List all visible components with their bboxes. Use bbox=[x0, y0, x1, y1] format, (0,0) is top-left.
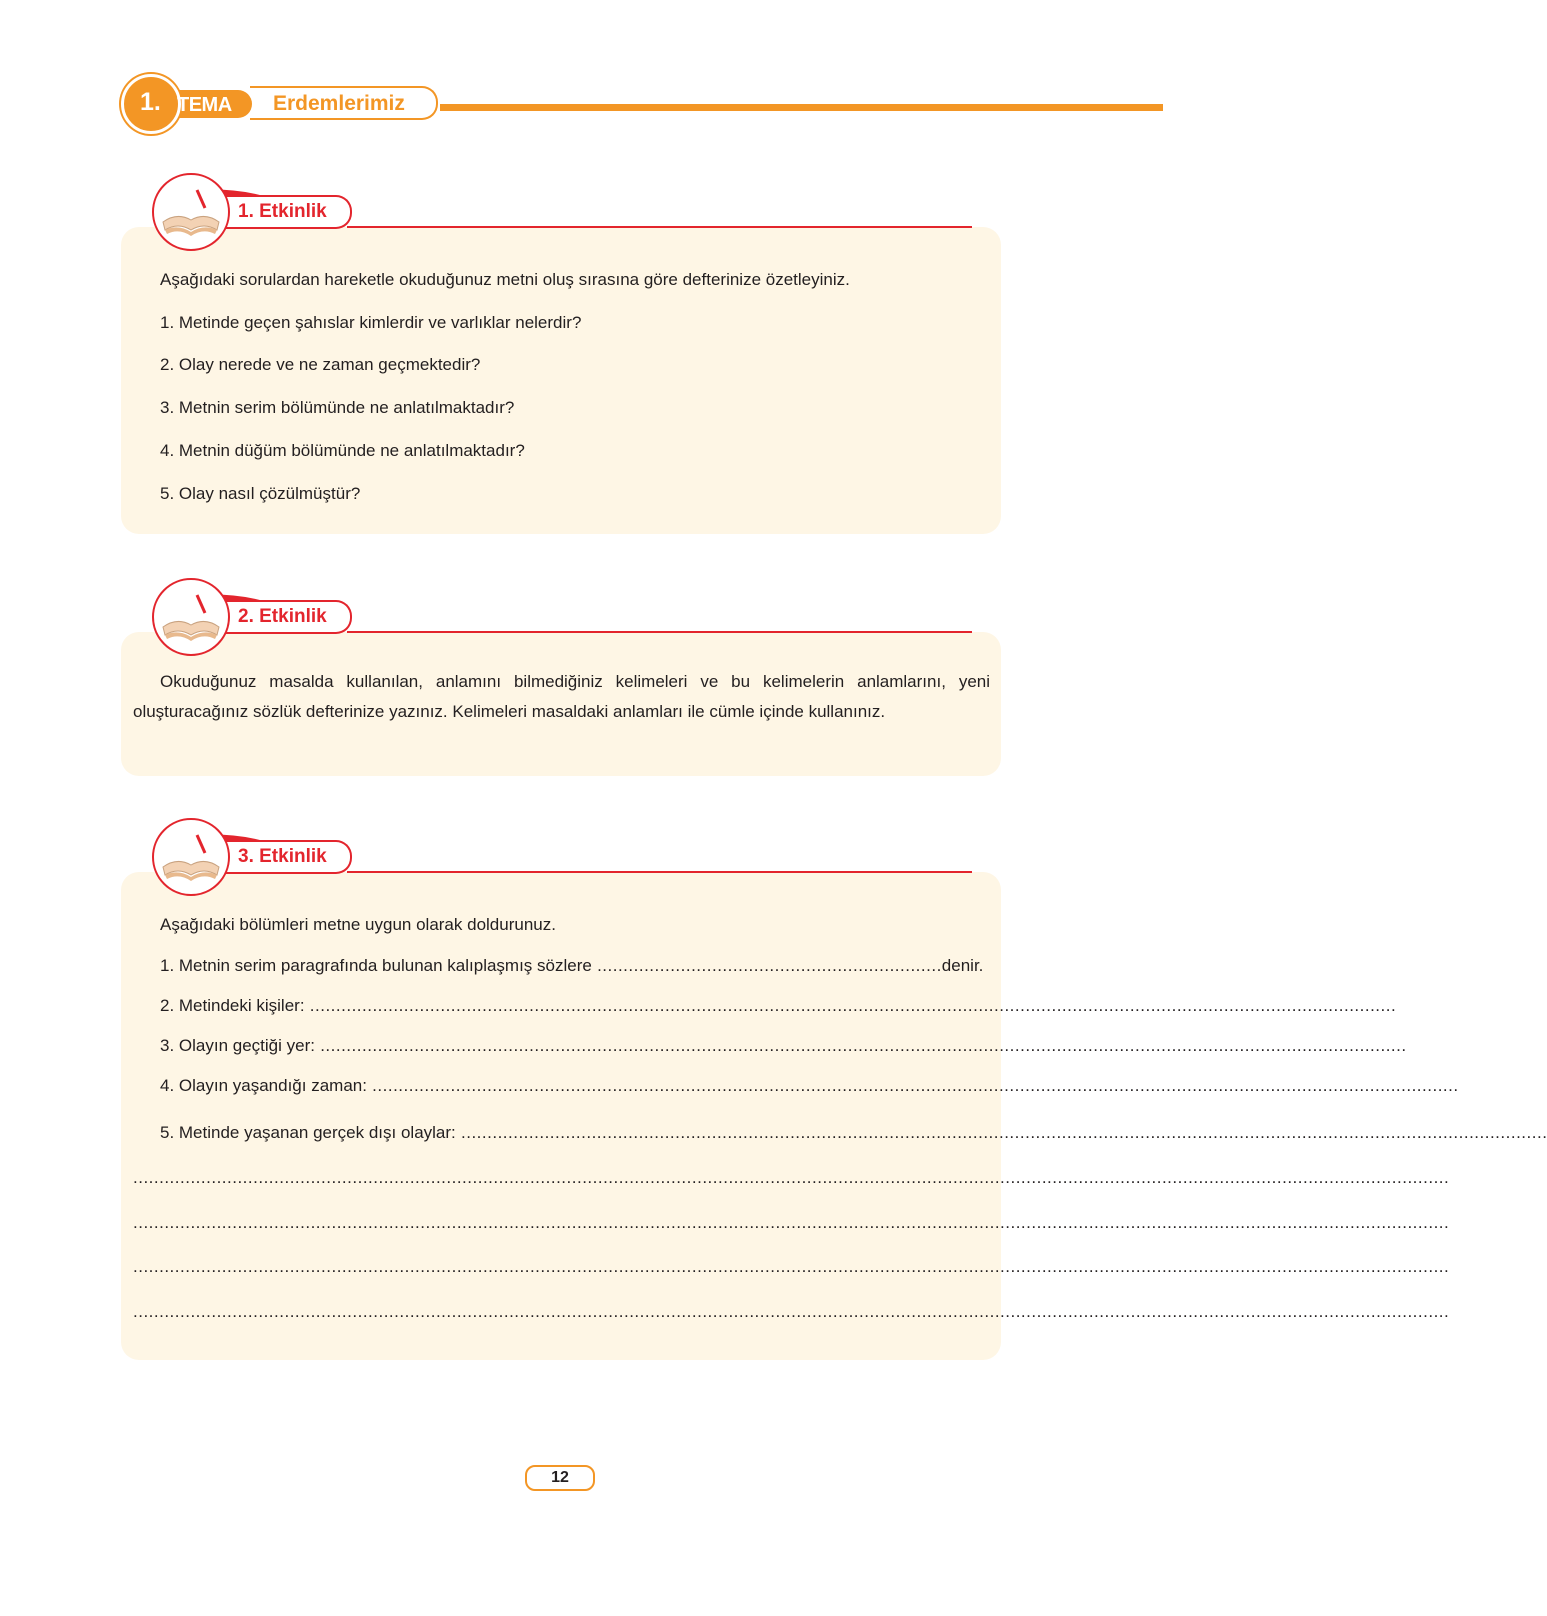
activity-1-question-4: 4. Metnin düğüm bölümünde ne anlatılmaktadır? bbox=[160, 441, 525, 460]
activity-3-box bbox=[121, 872, 1450, 1360]
activity-1-intro: Aşağıdaki sorulardan hareketle okuduğunuz metni oluş sırasına göre defterinize özetleyiniz. bbox=[160, 270, 850, 289]
blank-line[interactable]: ................................................................................................................................................................................................................ bbox=[304, 996, 1397, 1015]
blank-line[interactable]: ................................................................................................................................................................................................................ bbox=[314, 1036, 1407, 1055]
activity-2-label: 2. Etkinlik bbox=[238, 606, 327, 627]
activity-3-intro: Aşağıdaki bölümleri metne uygun olarak doldurunuz. bbox=[160, 915, 556, 934]
open-book-icon bbox=[151, 817, 231, 897]
activity-3-item-4-label: 4. Olayın yaşandığı zaman: bbox=[160, 1076, 367, 1095]
theme-header-line bbox=[440, 104, 1163, 111]
activity-3-item-1-suffix: denir. bbox=[941, 956, 984, 975]
activity-3-item-2 bbox=[160, 996, 1397, 1016]
blank-line[interactable]: ............................................................................................................................................................................................................................................................ bbox=[133, 1257, 1450, 1276]
activity-1-question-1: 1. Metinde geçen şahıslar kimlerdir ve varlıklar nelerdir? bbox=[160, 313, 582, 332]
blank-line[interactable]: ................................................................................................................................................................................................................ bbox=[455, 1123, 1547, 1142]
activity-3-label: 3. Etkinlik bbox=[238, 846, 327, 867]
activity-2-text: Okuduğunuz masalda kullanılan, anlamını bilmediğiniz kelimeleri ve bu kelimelerin anlamlarını, yeni oluşturacağınız sözlük defterinize yazınız. Kelimeleri masaldaki anlamları ile cümle içinde kullanınız. bbox=[133, 672, 990, 721]
activity-3-item-4 bbox=[160, 1076, 1459, 1096]
blank-line[interactable]: ................................................................................................................................................................................................................ bbox=[366, 1076, 1459, 1095]
page-number: 12 bbox=[525, 1465, 595, 1491]
activity-3-item-3-label: 3. Olayın geçtiği yer: bbox=[160, 1036, 315, 1055]
blank-line[interactable]: .................................................................. bbox=[591, 956, 942, 975]
activity-3-item-1 bbox=[160, 956, 984, 976]
activity-1-question-2: 2. Olay nerede ve ne zaman geçmektedir? bbox=[160, 355, 481, 374]
activity-3-line bbox=[347, 871, 972, 873]
activity-3-item-5 bbox=[160, 1123, 1547, 1143]
activity-3-item-3 bbox=[160, 1036, 1407, 1056]
blank-line[interactable]: ............................................................................................................................................................................................................................................................ bbox=[133, 1302, 1450, 1321]
activity-3-item-5-label: 5. Metinde yaşanan gerçek dışı olaylar: bbox=[160, 1123, 456, 1142]
activity-1-question-3: 3. Metnin serim bölümünde ne anlatılmaktadır? bbox=[160, 398, 515, 417]
theme-title: Erdemlerimiz bbox=[273, 92, 405, 115]
open-book-icon bbox=[151, 172, 231, 252]
activity-1-label: 1. Etkinlik bbox=[238, 201, 327, 222]
theme-label: TEMA bbox=[177, 94, 232, 116]
activity-3-item-1-prefix: 1. Metnin serim paragrafında bulunan kalıplaşmış sözlere bbox=[160, 956, 592, 975]
activity-1-line bbox=[347, 226, 972, 228]
theme-number: 1. bbox=[140, 88, 161, 116]
blank-line[interactable]: ............................................................................................................................................................................................................................................................ bbox=[133, 1213, 1450, 1232]
activity-1-question-5: 5. Olay nasıl çözülmüştür? bbox=[160, 484, 361, 503]
open-book-icon bbox=[151, 577, 231, 657]
blank-line[interactable]: ............................................................................................................................................................................................................................................................ bbox=[133, 1168, 1450, 1187]
activity-3-item-2-label: 2. Metindeki kişiler: bbox=[160, 996, 305, 1015]
activity-2-line bbox=[347, 631, 972, 633]
theme-header bbox=[0, 0, 1163, 150]
